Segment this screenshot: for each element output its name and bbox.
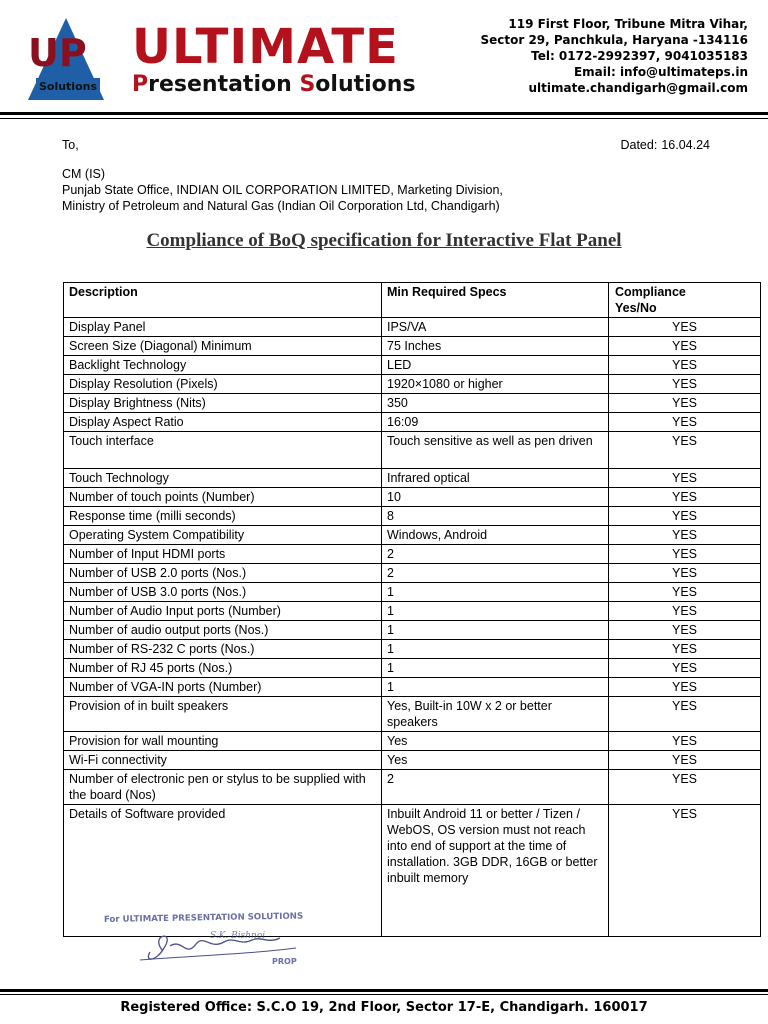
footer-rule-thin [0,994,768,995]
cell-description: Number of RJ 45 ports (Nos.) [64,659,382,678]
table-row [64,375,761,394]
cell-min-spec: 8 [382,507,609,526]
cell-description: Operating System Compatibility [64,526,382,545]
cell-min-spec: 1 [382,621,609,640]
email-primary[interactable]: Email: info@ultimateps.in [573,65,748,79]
cell-description: Number of Input HDMI ports [64,545,382,564]
cell-description: Screen Size (Diagonal) Minimum [64,337,382,356]
table-row [64,337,761,356]
table-row [64,583,761,602]
cell-compliance: YES [609,356,761,375]
table-row [64,770,761,805]
cell-compliance: YES [609,805,761,937]
cell-description: Number of audio output ports (Nos.) [64,621,382,640]
table-row [64,678,761,697]
brand-block [132,19,416,98]
header-compliance: Compliance Yes/No [609,283,761,318]
cell-compliance: YES [609,318,761,337]
cell-compliance: YES [609,640,761,659]
cell-min-spec: 1 [382,583,609,602]
date-label: Dated: [620,138,658,152]
cell-compliance: YES [609,413,761,432]
table-row [64,394,761,413]
cell-compliance: YES [609,469,761,488]
table-row [64,732,761,751]
footer-rule-thick [0,989,768,992]
cell-compliance: YES [609,770,761,805]
table-row [64,751,761,770]
cell-description: Number of touch points (Number) [64,488,382,507]
table-row [64,356,761,375]
table-row [64,318,761,337]
table-row [64,640,761,659]
logo-letters: UP [28,31,87,75]
cell-compliance: YES [609,732,761,751]
registered-office: Registered Office: S.C.O 19, 2nd Floor, Sector 17-E, Chandigarh. 160017 [120,1000,648,1015]
brand-subtitle: Presentation Solutions [132,72,416,97]
date-line [616,138,710,152]
cell-description: Number of electronic pen or stylus to be supplied with the board (Nos) [64,770,382,805]
table-row [64,564,761,583]
signature-stamp [100,908,310,972]
table-row [64,507,761,526]
cell-description: Backlight Technology [64,356,382,375]
cell-description: Provision for wall mounting [64,732,382,751]
cell-min-spec: 1920×1080 or higher [382,375,609,394]
cell-compliance: YES [609,507,761,526]
cell-min-spec: Yes [382,732,609,751]
cell-min-spec: 2 [382,545,609,564]
cell-description: Number of USB 3.0 ports (Nos.) [64,583,382,602]
recipient-address [62,166,503,214]
header-min-specs: Min Required Specs [382,283,609,318]
table-row [64,697,761,732]
cell-compliance: YES [609,697,761,732]
cell-compliance: YES [609,564,761,583]
cell-description: Number of Audio Input ports (Number) [64,602,382,621]
cell-description: Details of Software provided [64,805,382,937]
cell-compliance: YES [609,432,761,469]
address-line-1: 119 First Floor, Tribune Mitra Vihar, [508,17,748,31]
recipient-line-3: Ministry of Petroleum and Natural Gas (Indian Oil Corporation Ltd, Chandigarh) [62,199,500,213]
cell-compliance: YES [609,488,761,507]
cell-description: Touch Technology [64,469,382,488]
cell-compliance: YES [609,545,761,564]
cell-compliance: YES [609,526,761,545]
table-row [64,621,761,640]
cell-description: Number of RS-232 C ports (Nos.) [64,640,382,659]
email-secondary[interactable]: ultimate.chandigarh@gmail.com [528,81,748,95]
cell-description: Response time (milli seconds) [64,507,382,526]
cell-description: Number of VGA-IN ports (Number) [64,678,382,697]
cell-compliance: YES [609,659,761,678]
cell-min-spec: 16:09 [382,413,609,432]
recipient-line-1: CM (IS) [62,167,106,181]
table-row [64,545,761,564]
table-row [64,469,761,488]
cell-min-spec: LED [382,356,609,375]
cell-compliance: YES [609,375,761,394]
brand-title: ULTIMATE [132,19,399,75]
stamp-text: For ULTIMATE PRESENTATION SOLUTIONS [103,911,304,925]
address-line-2: Sector 29, Panchkula, Haryana -134116 [480,33,748,47]
compliance-table [63,282,761,937]
cell-compliance: YES [609,394,761,413]
table-row [64,488,761,507]
cell-min-spec: 2 [382,770,609,805]
table-row [64,526,761,545]
cell-min-spec: Touch sensitive as well as pen driven [382,432,609,469]
cell-description: Display Aspect Ratio [64,413,382,432]
prop-label: PROP [272,957,297,966]
cell-min-spec: Yes, Built-in 10W x 2 or better speakers [382,697,609,732]
cell-min-spec: 1 [382,659,609,678]
cell-min-spec: 1 [382,640,609,659]
cell-description: Display Panel [64,318,382,337]
cell-min-spec: Windows, Android [382,526,609,545]
telephone: Tel: 0172-2992397, 9041035183 [531,49,748,63]
cell-min-spec: 2 [382,564,609,583]
cell-description: Touch interface [64,432,382,469]
cell-description: Wi-Fi connectivity [64,751,382,770]
table-row [64,413,761,432]
header-rule-thin [0,118,768,119]
cell-min-spec: 1 [382,602,609,621]
table-row [64,659,761,678]
cell-compliance: YES [609,678,761,697]
table-header-row [64,283,761,318]
cell-compliance: YES [609,602,761,621]
header-rule-thick [0,112,768,115]
cell-min-spec: 75 Inches [382,337,609,356]
header-description: Description [64,283,382,318]
cell-min-spec: 350 [382,394,609,413]
table-row [64,432,761,469]
salutation-to: To, [62,138,79,152]
cell-min-spec: 10 [382,488,609,507]
date-value: 16.04.24 [661,138,710,152]
table-row [64,602,761,621]
document-title: Compliance of BoQ specification for Interactive Flat Panel [146,230,622,251]
logo-badge: Solutions [38,80,98,93]
cell-min-spec: Inbuilt Android 11 or better / Tizen / WebOS, OS version must not reach into end of support at the time of installation. 3GB DDR, 16GB or better inbuilt memory [382,805,609,937]
cell-compliance: YES [609,621,761,640]
signature-name: S.K. Bishnoi [210,931,266,941]
cell-min-spec: Yes [382,751,609,770]
cell-compliance: YES [609,751,761,770]
cell-description: Provision of in built speakers [64,697,382,732]
contact-block [480,16,748,96]
company-logo [24,14,104,104]
cell-compliance: YES [609,337,761,356]
cell-min-spec: Infrared optical [382,469,609,488]
recipient-line-2: Punjab State Office, INDIAN OIL CORPORATION LIMITED, Marketing Division, [62,183,503,197]
cell-min-spec: IPS/VA [382,318,609,337]
cell-min-spec: 1 [382,678,609,697]
cell-description: Display Brightness (Nits) [64,394,382,413]
cell-description: Display Resolution (Pixels) [64,375,382,394]
cell-description: Number of USB 2.0 ports (Nos.) [64,564,382,583]
cell-compliance: YES [609,583,761,602]
